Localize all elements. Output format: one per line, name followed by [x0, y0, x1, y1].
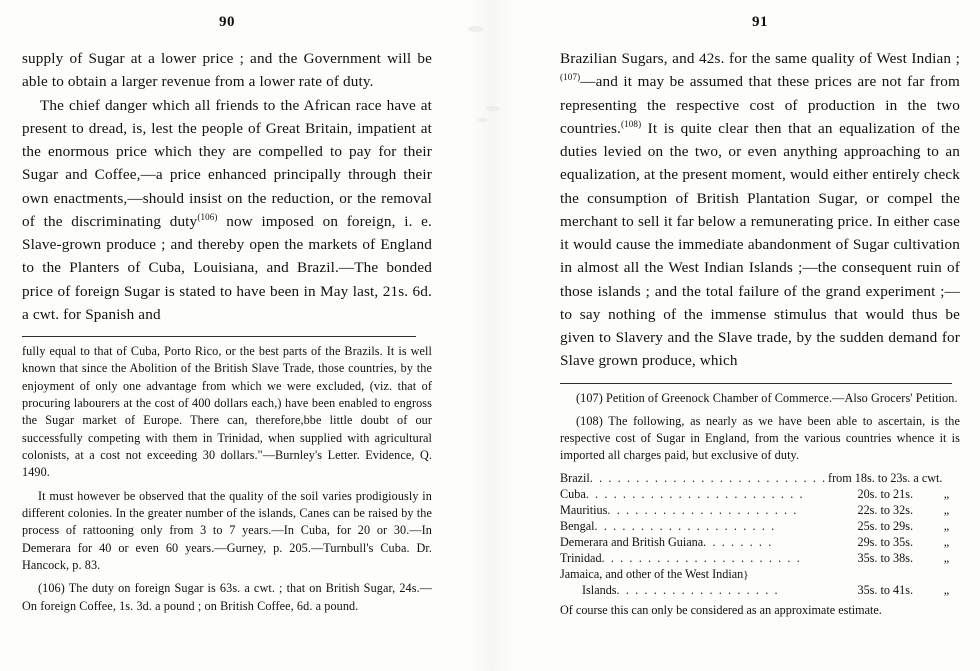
paragraph [22, 94, 432, 327]
footnote-marker-107: (107) [560, 72, 581, 83]
paragraph-text: The chief danger which all friends to the African race have at present to dread, is, lest the people of Great Britain, impatient at the enormous price which they are compelled to pay for their Sugar and Coffee,—a price enhanced principally through their own enactments,—should insist on the reduction, or the removal of the discriminating duty [22, 96, 432, 230]
table-row [560, 519, 952, 535]
paragraph [22, 47, 432, 94]
right-footnotes [560, 390, 960, 465]
table-cell-unit: „ [943, 503, 950, 518]
country-name: Bengal [560, 519, 595, 534]
footnote-divider-left [22, 336, 416, 337]
country-name: Trinidad [560, 551, 602, 566]
footnote-marker-106: (106) [197, 211, 218, 222]
page-number-left: 90 [219, 14, 235, 30]
country-name: Brazil [560, 471, 590, 486]
paragraph-text-continued: —and it may be assumed that these prices are not far from representing the respective cost of production in the two countries. [560, 73, 960, 137]
left-page-column [22, 0, 432, 671]
table-cell-unit: „ [943, 535, 950, 550]
right-page-column [560, 0, 960, 671]
table-cell-unit: „ [943, 551, 950, 566]
country-name: Cuba [560, 487, 586, 502]
leader-dots: . . . . . . . . . . . . . . . . . . . . . . . . . . [589, 471, 827, 486]
table-cell-unit: „ [943, 583, 950, 598]
left-body-text [22, 47, 432, 326]
country-name: Demerara and British Guiana [560, 535, 704, 550]
paragraph [560, 47, 960, 373]
footnote: It must however be observed that the quality of the soil varies prodigiously in different colonies. In the greater number of the islands, Canes can be raised by the process of rattooning only from 3 to 7 years.—In Cuba, for 20 or 30.—In Demerara for 40 or even 60 years.—Gurney, p. 205.—Turnbull's Cuba. Dr. Hancock, p. 83. [22, 488, 432, 572]
footnote-106: (106) The duty on foreign Sugar is 63s. a cwt. ; that on British Sugar, 24s.—On foreign Coffee, 1s. 3d. a pound ; on British Coffee, 6d. a pound. [22, 581, 432, 613]
table-row [560, 535, 952, 551]
table-cell-unit [944, 471, 952, 487]
sugar-cost-table [560, 471, 952, 599]
brace-bracket: } [743, 569, 749, 582]
paragraph-text-continued-2: It is quite clear then that an equalization of the duties levied on the two, or even anything approaching to an equalization, at the present moment, would either entirely check the consumption of British Plantation Sugar, or compel the merchant to sell it far below a remunerating price. In either case it would cause the immediate abandonment of Sugar cultivation in almost all the West Indian Islands ;—the consequent ruin of those islands ; and the total failure of the grand experiment ;—to say nothing of the immense stimulus that would thus be given to Slavery and the Slave trade, by the sudden demand for Slave grown produce, which [560, 119, 960, 370]
leader-dots: . . . . . . . . . . . . . . . . . . [616, 583, 780, 598]
country-name: Islands [582, 583, 617, 598]
page-gutter-shadow [470, 0, 514, 671]
table-cell-value [827, 567, 944, 583]
right-body-text [560, 47, 960, 373]
table-cell-country [560, 487, 827, 503]
table-cell-value: 35s. to 38s. [857, 551, 914, 566]
paragraph-text: Brazilian Sugars, and 42s. for the same quality of West Indian ; [560, 50, 960, 67]
table-row [560, 567, 952, 583]
leader-dots: . . . . . . . . . . . . . . . . . . . . [594, 519, 776, 534]
table-row [560, 551, 952, 567]
table-closing-note: Of course this can only be considered as an approximate estimate. [560, 602, 882, 617]
table-cell-country [560, 583, 827, 599]
country-name: Mauritius [560, 503, 608, 518]
left-footnotes [22, 343, 432, 615]
table-cell-country [560, 567, 827, 583]
page-smudge [468, 26, 484, 32]
table-cell-unit: „ [943, 519, 950, 534]
table-cell-value: 22s. to 32s. [857, 503, 914, 518]
leader-dots: . . . . . . . . . . . . . . . . . . . . . . [601, 551, 802, 566]
table-cell-country [560, 535, 827, 551]
table-cell-value: 20s. to 21s. [857, 487, 914, 502]
table-cell-value: 35s. to 41s. [857, 583, 914, 598]
table-cell-country [560, 519, 827, 535]
table-row [560, 471, 952, 487]
table-cell-country [560, 551, 827, 567]
country-name: Jamaica, and other of the West Indian [560, 567, 744, 582]
table-body [560, 471, 952, 599]
table-row [560, 503, 952, 519]
footnote-108: (108) The following, as nearly as we have been able to ascertain, is the respective cost of Sugar in England, from the various countries whence it is imported all charges paid, but exclusive of duty. [560, 413, 960, 463]
paragraph-text-continued: now imposed on foreign, i. e. Slave-grown produce ; and thereby open the markets of England to the Planters of Cuba, Louisiana, and Brazil.—The bonded price of foreign Sugar is stated to have been in May last, 21s. 6d. a cwt. for Spanish and [22, 212, 432, 323]
paragraph-text: supply of Sugar at a lower price ; and the Government will be able to obtain a larger revenue from a lower rate of duty. [22, 50, 432, 91]
table-row [560, 487, 952, 503]
table-cell-unit [944, 567, 952, 583]
table-cell-value: 25s. to 29s. [857, 519, 914, 534]
footnote-107: (107) Petition of Greenock Chamber of Commerce.—Also Grocers' Petition. [576, 390, 958, 405]
footnote-marker-108: (108) [620, 118, 642, 129]
table-row [560, 583, 952, 599]
leader-dots: . . . . . . . . . . . . . . . . . . . . . . . . [585, 487, 805, 502]
table-cell-unit: „ [943, 487, 950, 502]
page-smudge [486, 106, 500, 111]
page-smudge [478, 118, 488, 122]
footnote-divider-right [560, 383, 952, 384]
footnote: fully equal to that of Cuba, Porto Rico, or the best parts of the Brazils. It is well known that since the Abolition of the British Slave Trade, those countries, by the enjoyment of only one advantage from which we were excluded, (viz. that of procuring labourers at the cost of 400 dollars each,) have been enabled to engross the Sugar market of Europe. There can, therefore,bbe little doubt of our successfully competing with them in Trinidad, when supplied with agricultural colonists, at a cost not exceeding 30 dollars."—Burnley's Letter. Evidence, Q. 1490. [22, 344, 432, 480]
leader-dots: . . . . . . . . . . . . . . . . . . . . . [607, 503, 798, 518]
table-cell-country [560, 503, 827, 519]
leader-dots: . . . . . . . . [703, 535, 773, 550]
table-cell-country [560, 471, 827, 487]
page-number-right: 91 [752, 14, 768, 30]
table-cell-value: from 18s. to 23s. a cwt. [828, 471, 943, 486]
table-cell-value: 29s. to 35s. [857, 535, 914, 550]
